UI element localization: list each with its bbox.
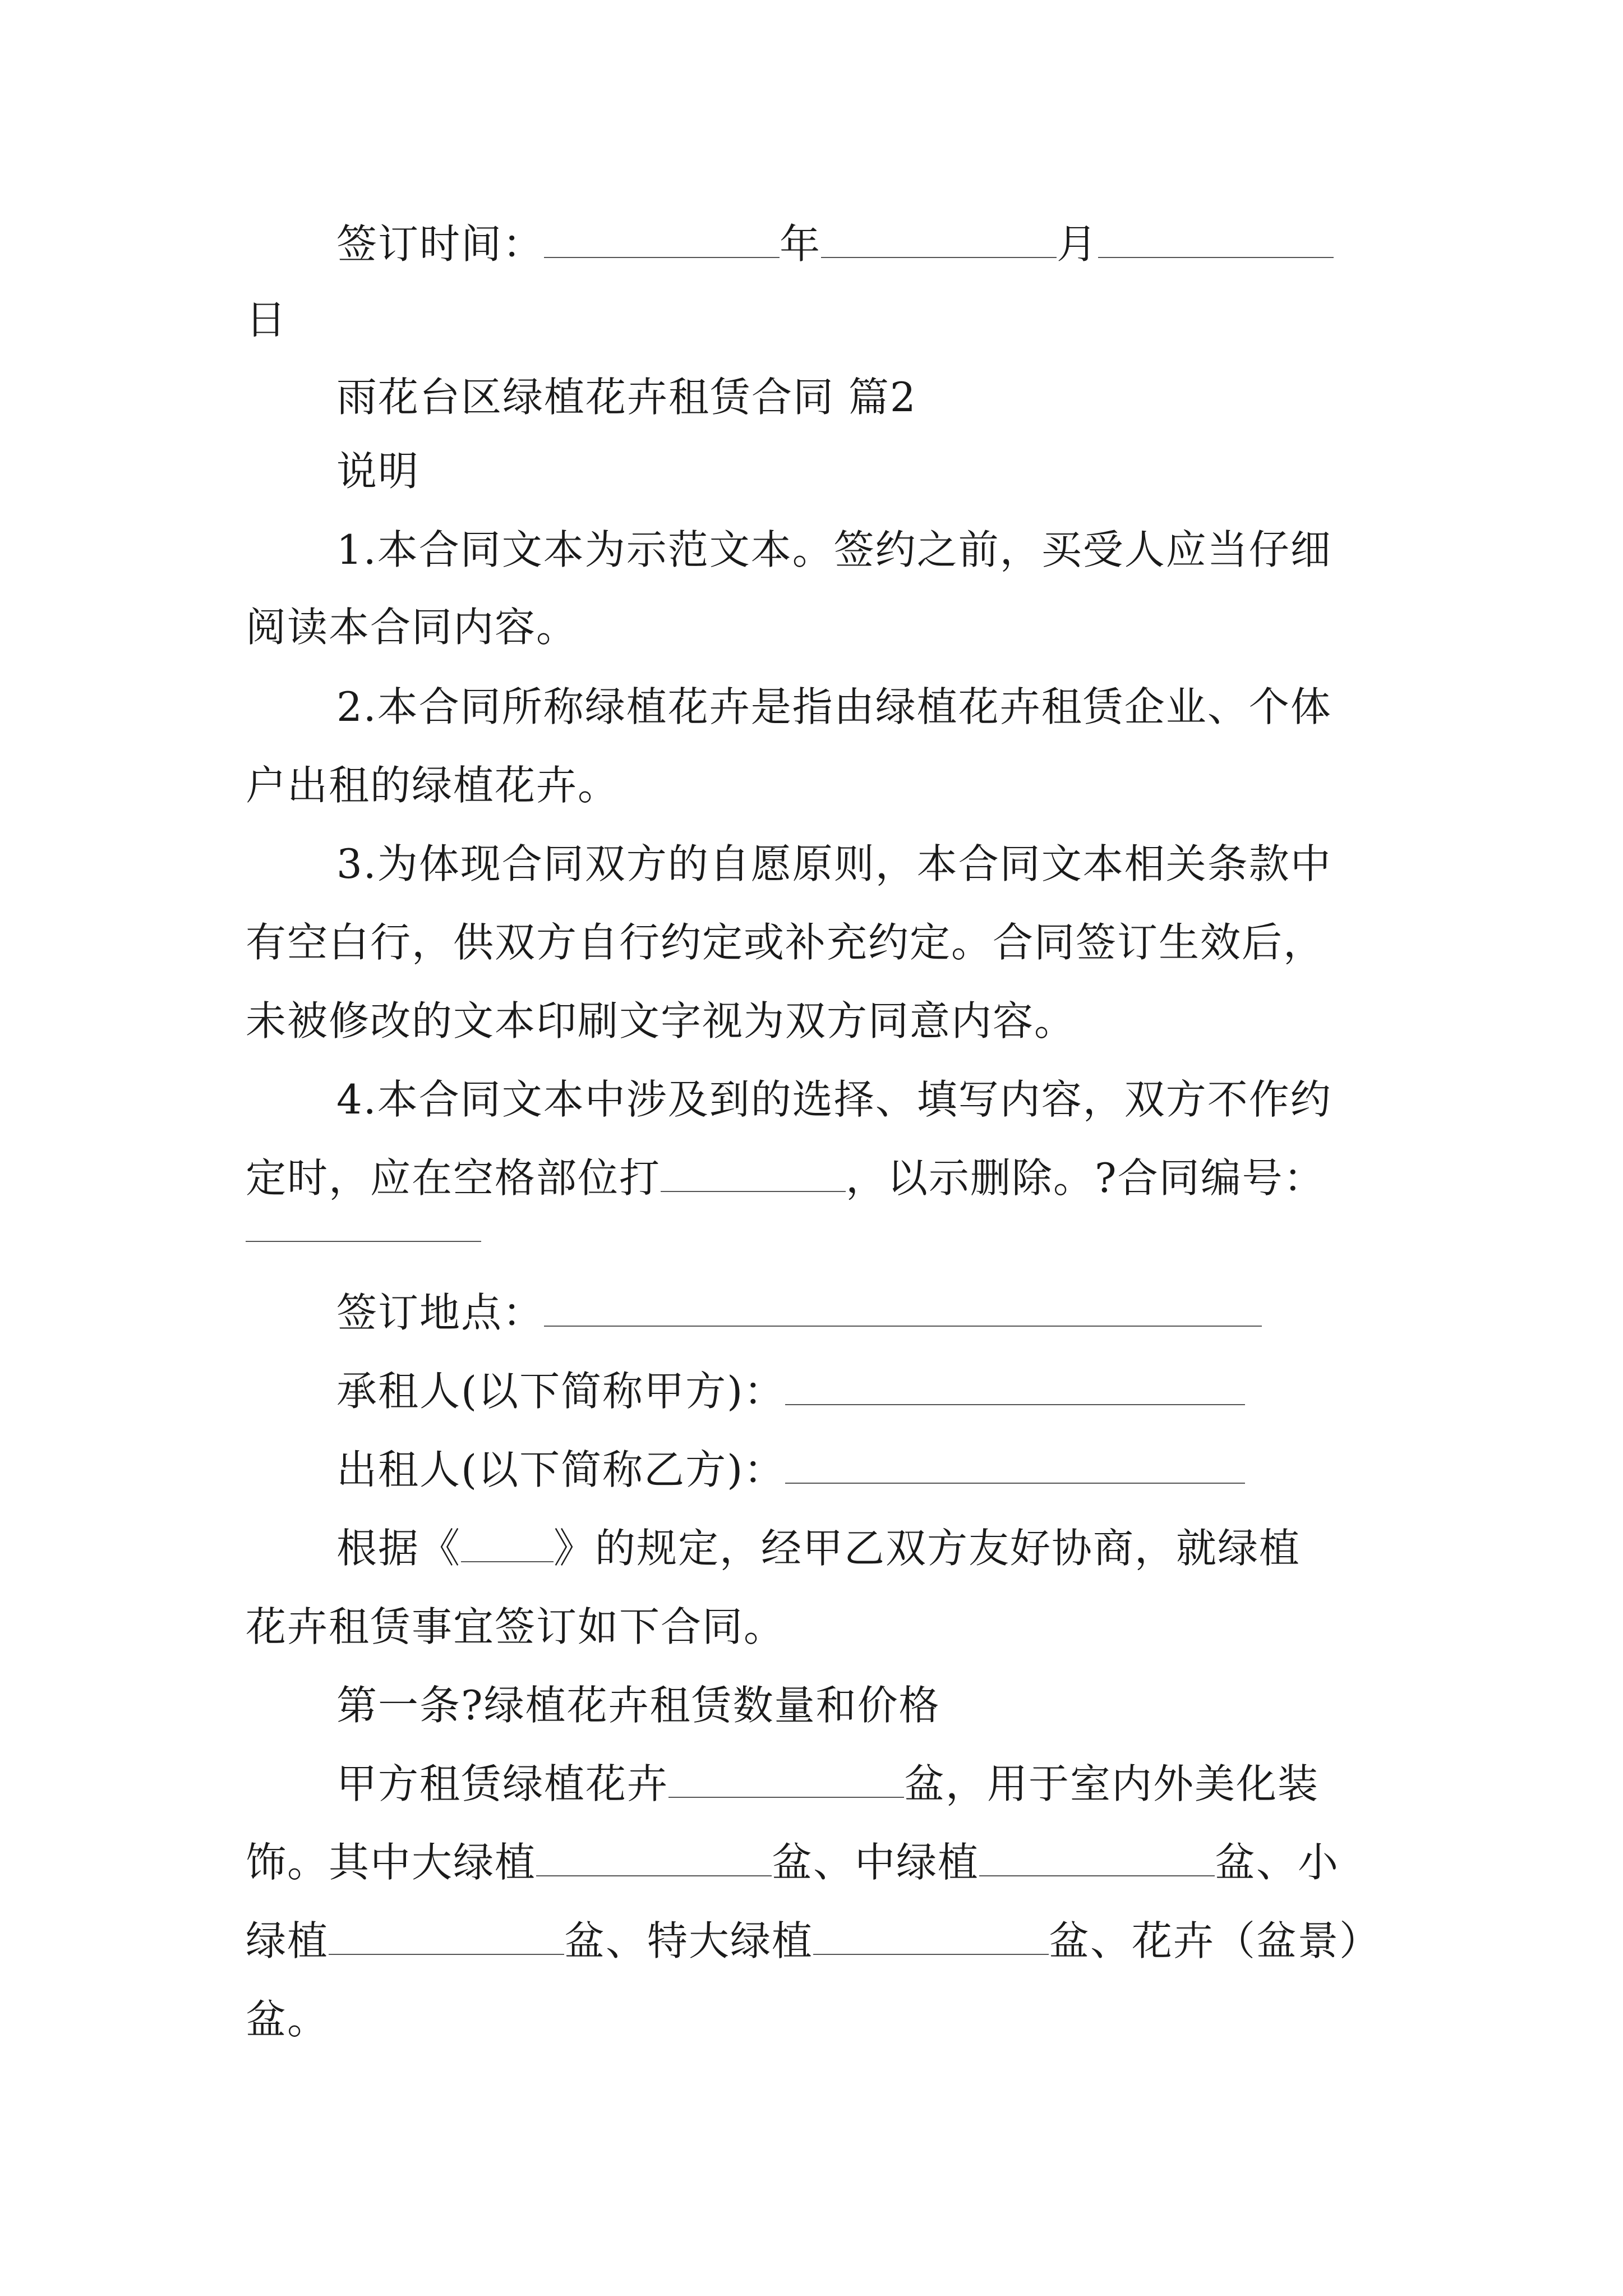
article-1-title: 第一条?绿植花卉租赁数量和价格: [336, 1682, 940, 1729]
art1-total-label: 甲方租赁绿植花卉: [336, 1760, 669, 1807]
small-plant-blank[interactable]: [329, 1920, 564, 1955]
bonsai-label: 盆、花卉（盆景）: [1049, 1917, 1381, 1964]
lessor-blank[interactable]: [785, 1449, 1245, 1484]
xl-plant-label: 盆、特大绿植: [564, 1917, 814, 1964]
note-4-line-1: 4.本合同文本中涉及到的选择、填写内容，双方不作约: [336, 1076, 1332, 1123]
month-blank[interactable]: [821, 223, 1057, 258]
lessee-label: 承租人(以下简称甲方)：: [336, 1368, 786, 1415]
basis-line-2: 花卉租赁事宜签订如下合同。: [246, 1603, 786, 1650]
notes-title: 说明: [336, 448, 420, 495]
note-3-line-2: 有空白行，供双方自行约定或补充约定。合同签订生效后，: [246, 919, 1325, 966]
note-4-line-2: [246, 1150, 1384, 1206]
article-1-line-4: 盆。: [246, 1996, 329, 2043]
article-1-line-2: [246, 1834, 1384, 1890]
basis-text-pre: 根据《: [336, 1525, 462, 1572]
day-blank[interactable]: [1098, 223, 1334, 258]
total-pots-blank[interactable]: [668, 1763, 904, 1798]
medium-plant-blank[interactable]: [979, 1842, 1215, 1876]
sign-place-blank[interactable]: [544, 1292, 1262, 1327]
lessee-line: [336, 1363, 1475, 1419]
note-3-line-3: 未被修改的文本印刷文字视为双方同意内容。: [246, 997, 1076, 1045]
art1-purpose-text: 盆，用于室内外美化装: [904, 1760, 1320, 1807]
lessee-blank[interactable]: [785, 1370, 1245, 1405]
small-plant-label: 盆、小: [1215, 1839, 1340, 1886]
article-1-line-3: [246, 1913, 1384, 1969]
note-1-line-2: 阅读本合同内容。: [246, 604, 578, 651]
contract-number-blank[interactable]: [246, 1241, 481, 1242]
sign-time-label: 签订时间：: [336, 220, 545, 268]
article-1-line-1: [336, 1756, 1475, 1812]
note-4-text-pre: 定时，应在空格部位打: [246, 1154, 661, 1202]
sign-time-line: [336, 216, 1475, 272]
note-2-line-2: 户出租的绿植花卉。: [246, 762, 620, 809]
note-1-line-1: 1.本合同文本为示范文本。签约之前，买受人应当仔细: [336, 526, 1332, 573]
medium-plant-label: 盆、中绿植: [772, 1839, 980, 1886]
note-4-text-post: ，以示删除。?合同编号：: [846, 1154, 1325, 1202]
lessor-label: 出租人(以下简称乙方)：: [336, 1446, 786, 1493]
law-name-blank[interactable]: [461, 1527, 554, 1562]
section-heading: 雨花台区绿植花卉租赁合同 篇2: [336, 374, 917, 421]
large-plant-blank[interactable]: [536, 1842, 772, 1876]
sign-place-label: 签订地点：: [336, 1289, 545, 1336]
lessor-line: [336, 1442, 1475, 1498]
large-plant-label: 饰。其中大绿植: [246, 1839, 537, 1886]
year-label: 年: [780, 220, 822, 268]
sign-time-day: 日: [246, 296, 288, 343]
small-plant-label-cont: 绿植: [246, 1917, 329, 1964]
mark-blank[interactable]: [661, 1157, 846, 1192]
basis-line-1: [336, 1520, 1475, 1576]
note-3-line-1: 3.为体现合同双方的自愿原则，本合同文本相关条款中: [336, 840, 1332, 887]
xl-plant-blank[interactable]: [813, 1920, 1049, 1955]
month-label: 月: [1057, 220, 1099, 268]
note-2-line-1: 2.本合同所称绿植花卉是指由绿植花卉租赁企业、个体: [336, 683, 1332, 730]
sign-place-line: [336, 1285, 1475, 1341]
year-blank[interactable]: [544, 223, 780, 258]
basis-text-post: 》的规定，经甲乙双方友好协商，就绿植: [554, 1525, 1301, 1572]
